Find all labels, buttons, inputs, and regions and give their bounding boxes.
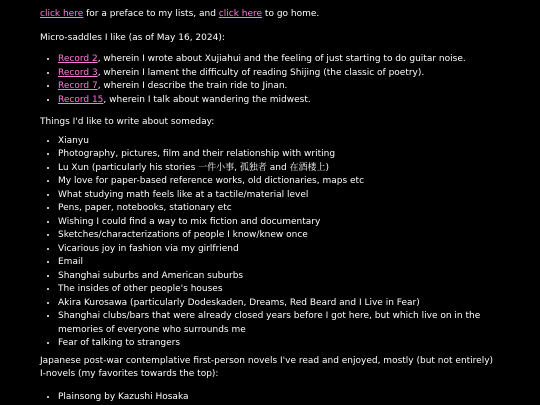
list-item — [58, 94, 500, 108]
record-2-link[interactable]: Record 2 — [58, 54, 98, 64]
list-item — [58, 80, 500, 94]
list-item-text: , wherein I describe the train ride to Jinan. — [97, 81, 288, 91]
list-item: • Akira Kurosawa (particularly Dodeskaden, Dreams, Red Beard and I Live in Fear) — [58, 297, 500, 311]
list-item-text: , wherein I wrote about Xujiahui and the feeling of just starting to do guitar noise. — [97, 54, 466, 64]
list-item: • My love for paper-based reference works, old dictionaries, maps etc — [58, 175, 500, 189]
record-3-link[interactable]: Record 3 — [58, 67, 98, 78]
list-item: • Plainsong by Kazushi Hosaka — [58, 391, 500, 405]
list-item: • Xianyu — [58, 135, 500, 149]
record-7-link[interactable]: Record 7 — [58, 81, 98, 91]
home-link[interactable]: click here — [218, 9, 263, 19]
write-someday-heading: Things I'd like to write about someday: — [40, 117, 215, 127]
intro-end-text: to go home. — [262, 9, 320, 19]
list-item: • Fear of talking to strangers — [58, 337, 500, 351]
write-someday-list — [40, 135, 500, 351]
novels-heading: Japanese post-war contemplative first-person novels I've read and enjoyed, mostly (but not entirely) I-novels (my favorites towards the top): — [40, 355, 494, 379]
intro-paragraph — [40, 8, 500, 22]
list-item: • Photography, pictures, film and their relationship with writing — [58, 148, 500, 162]
list-item — [58, 67, 500, 81]
list-item: • Pens, paper, notebooks, stationary etc — [58, 202, 500, 216]
list-item: • Sketches/characterizations of people I know/knew once — [58, 229, 500, 243]
list-item: • What studying math feels like at a tactile/material level — [58, 189, 500, 203]
intro-middle-text: for a preface to my lists, and — [83, 9, 219, 19]
micro-saddles-list — [40, 53, 500, 107]
page-content — [40, 8, 500, 404]
preface-link[interactable]: click here — [40, 9, 84, 19]
list-item: • Shanghai suburbs and American suburbs — [58, 270, 500, 284]
list-item: • Email — [58, 256, 500, 270]
list-item: • The insides of other people's houses — [58, 283, 500, 297]
list-item: • Lu Xun (particularly his stories 一件小事, 孤独者 and 在酒楼上) — [58, 162, 500, 176]
record-15-link[interactable]: Record 15 — [58, 94, 104, 105]
list-item-text: , wherein I talk about wandering the midwest. — [103, 94, 311, 105]
list-item: • Vicarious joy in fashion via my girlfriend — [58, 243, 500, 257]
novels-list — [40, 391, 500, 405]
list-item: • Shanghai clubs/bars that were already closed years before I got here, but which live on in the memories of everyone who surrounds me — [58, 310, 500, 337]
micro-saddles-heading: Micro-saddles I like (as of May 16, 2024): — [40, 32, 225, 43]
list-item: • Wishing I could find a way to mix fiction and documentary — [58, 216, 500, 230]
list-item-text: , wherein I lament the difficulty of reading Shijing (the classic of poetry). — [97, 67, 425, 78]
list-item — [58, 53, 500, 67]
